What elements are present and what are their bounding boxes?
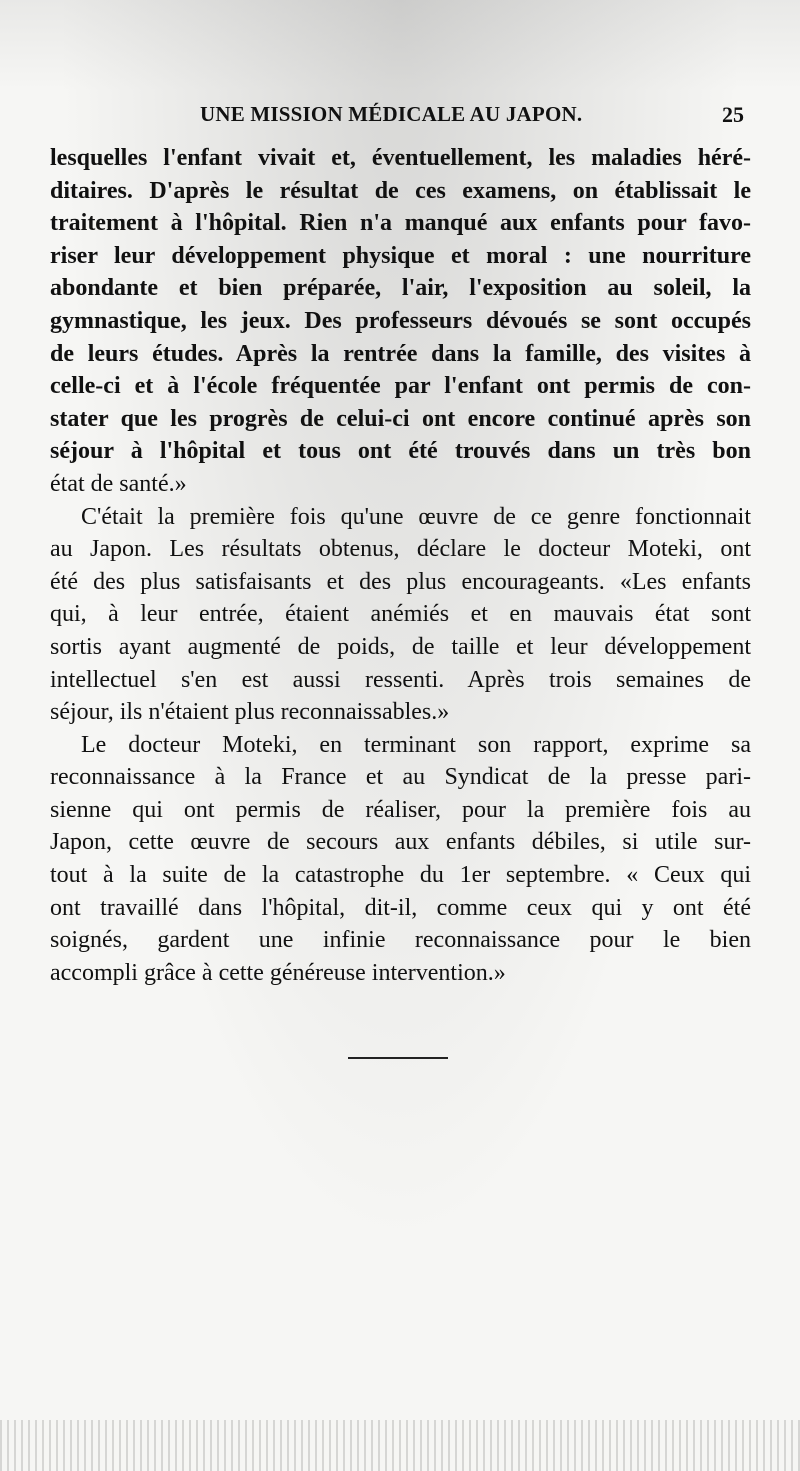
text-line: Japon, cette œuvre de secours aux enfants débiles, si utile sur-: [50, 829, 751, 856]
text-line: été des plus satisfaisants et des plus encourageants. «Les enfants: [50, 568, 751, 595]
section-end-rule: [348, 1057, 448, 1059]
text-line: soignés, gardent une infinie reconnaissance pour le bien: [50, 927, 751, 954]
scan-edge-artifact: [0, 1420, 800, 1471]
text-line: traitement à l'hôpital. Rien n'a manqué aux enfants pour favo-: [50, 210, 751, 237]
text-line: abondante et bien préparée, l'air, l'exposition au soleil, la: [50, 275, 751, 302]
body-text: [50, 142, 751, 989]
text-line: ont travaillé dans l'hôpital, dit-il, comme ceux qui y ont été: [50, 894, 751, 921]
text-line: C'était la première fois qu'une œuvre de ce genre fonctionnait: [81, 503, 751, 530]
text-line: celle-ci et à l'école fréquentée par l'enfant ont permis de con-: [50, 373, 751, 400]
text-line: stater que les progrès de celui-ci ont encore continué après son: [50, 405, 751, 432]
text-line: état de santé.»: [50, 470, 187, 497]
text-line: accompli grâce à cette généreuse intervention.»: [50, 959, 506, 986]
text-line: sortis ayant augmenté de poids, de taille et leur développement: [50, 633, 751, 660]
paragraph-1: [50, 142, 751, 501]
text-line: intellectuel s'en est aussi ressenti. Après trois semaines de: [50, 666, 751, 693]
text-line: tout à la suite de la catastrophe du 1er septembre. « Ceux qui: [50, 862, 751, 889]
text-line: séjour, ils n'étaient plus reconnaissables.»: [50, 699, 450, 726]
page-number: 25: [722, 102, 744, 127]
text-line: riser leur développement physique et moral : une nourriture: [50, 242, 751, 269]
text-line: gymnastique, les jeux. Des professeurs dévoués se sont occupés: [50, 307, 751, 334]
text-line: Le docteur Moteki, en terminant son rapport, exprime sa: [81, 731, 751, 758]
text-line: qui, à leur entrée, étaient anémiés et en mauvais état sont: [50, 601, 751, 628]
text-line: séjour à l'hôpital et tous ont été trouvés dans un très bon: [50, 438, 751, 465]
text-line: sienne qui ont permis de réaliser, pour la première fois au: [50, 796, 751, 823]
text-line: reconnaissance à la France et au Syndicat de la presse pari-: [50, 764, 751, 791]
text-line: de leurs études. Après la rentrée dans la famille, des visites à: [50, 340, 751, 367]
page-header: [0, 102, 800, 132]
paragraph-3: [50, 729, 751, 990]
text-line: ditaires. D'après le résultat de ces examens, on établissait le: [50, 177, 751, 204]
text-line: lesquelles l'enfant vivait et, éventuellement, les maladies héré-: [50, 145, 751, 171]
paragraph-2: [50, 501, 751, 729]
running-title: UNE MISSION MÉDICALE AU JAPON.: [200, 102, 583, 126]
text-line: au Japon. Les résultats obtenus, déclare le docteur Moteki, ont: [50, 536, 751, 563]
